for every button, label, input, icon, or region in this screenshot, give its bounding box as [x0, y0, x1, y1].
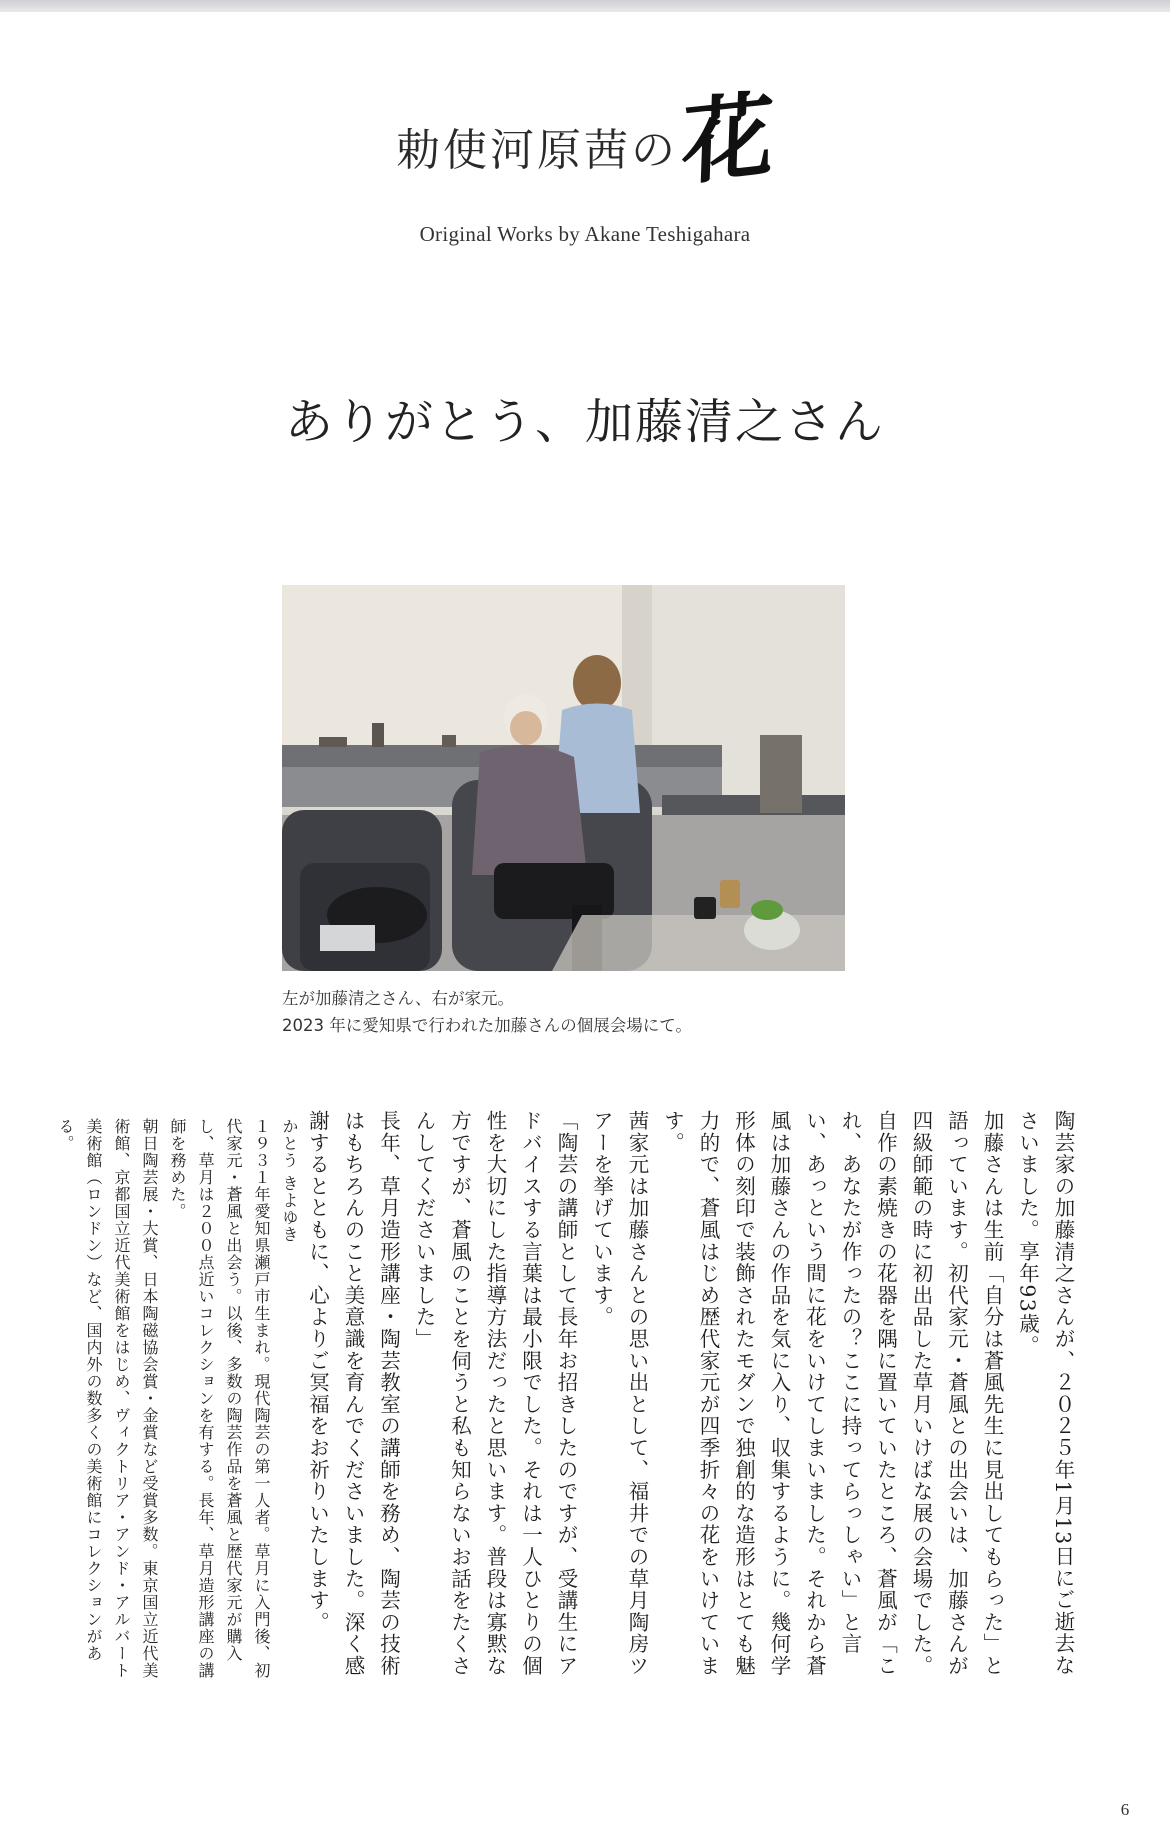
brand-subtitle: Original Works by Akane Teshigahara	[419, 222, 751, 246]
brand-header	[0, 79, 1170, 199]
body-paragraph-4: 「陶芸の講師として長年お招きしたのですが、受講生にアドバイスする言葉は最小限でした。それは一人ひとりの個性を大切にした指導方法だったと思います。普段は寡黙な方ですが、蒼風のことを伺うと私も知らないお話をたくさんしてくださいました」	[412, 1110, 578, 1677]
article-body	[305, 1110, 1080, 1680]
viewer-top-bar	[0, 0, 1170, 12]
bio-name-reading: かとう きよゆき	[280, 1118, 299, 1244]
caption-line-1: 左が加藤清之さん、右が家元。	[282, 989, 514, 1008]
bio-paragraph-2: 朝日陶芸展・大賞、日本陶磁協会賞・金賞など受賞多数。東京国立近代美術館、京都国立近代美術館をはじめ、ヴィクトリア・アンド・アルバート美術館（ロンドン）など、国内外の数多くの美術館にコレクションがある。	[56, 1118, 159, 1679]
page-number: 6	[1120, 1800, 1130, 1819]
photo-illustration	[282, 585, 845, 971]
artist-bio	[48, 1118, 303, 1693]
brand-title: 勅使河原茜の	[395, 125, 678, 176]
body-paragraph-1: 陶芸家の加藤清之さんが、２０２５年1月13日にご逝去なさいました。享年93歳。	[1015, 1110, 1075, 1677]
caption-line-2: 2023 年に愛知県で行われた加藤さんの個展会場にて。	[282, 1016, 692, 1035]
article-photo	[282, 585, 845, 971]
body-paragraph-3: 茜家元は加藤さんとの思い出として、福井での草月陶房ツアーを挙げています。	[589, 1110, 649, 1677]
body-paragraph-5: 長年、草月造形講座・陶芸教室の講師を務め、陶芸の技術はもちろんのこと美意識を育んでくださいました。深く感謝するとともに、心よりご冥福をお祈りいたします。	[305, 1110, 401, 1677]
article-headline: ありがとう、加藤清之さん	[284, 394, 885, 450]
photo-caption	[282, 985, 902, 1039]
bio-paragraph-1: １９３１年愛知県瀬戸市生まれ。現代陶芸の第一人者。草月に入門後、初代家元・蒼風と出会う。以後、多数の陶芸作品を蒼風と歴代家元が購入し、草月は２００点近いコレクションを有する。長年、草月造形講座の講師を務めた。	[168, 1118, 271, 1679]
brand-calligraphy-kanji: 花	[680, 79, 776, 199]
body-paragraph-2: 加藤さんは生前「自分は蒼風先生に見出してもらった」と語っています。初代家元・蒼風との出会いは、加藤さんが四級師範の時に初出品した草月いけばな展の会場でした。自作の素焼きの花器を隅に置いていたところ、蒼風が「これ、あなたが作ったの？ここに持ってらっしゃい」と言い、あっという間に花をいけてしまいました。それから蒼風は加藤さんの作品を気に入り、収集するように。幾何学形体の刻印で装飾されたモダンで独創的な造形はとても魅力的で、蒼風はじめ歴代家元が四季折々の花をいけています。	[660, 1110, 1004, 1677]
